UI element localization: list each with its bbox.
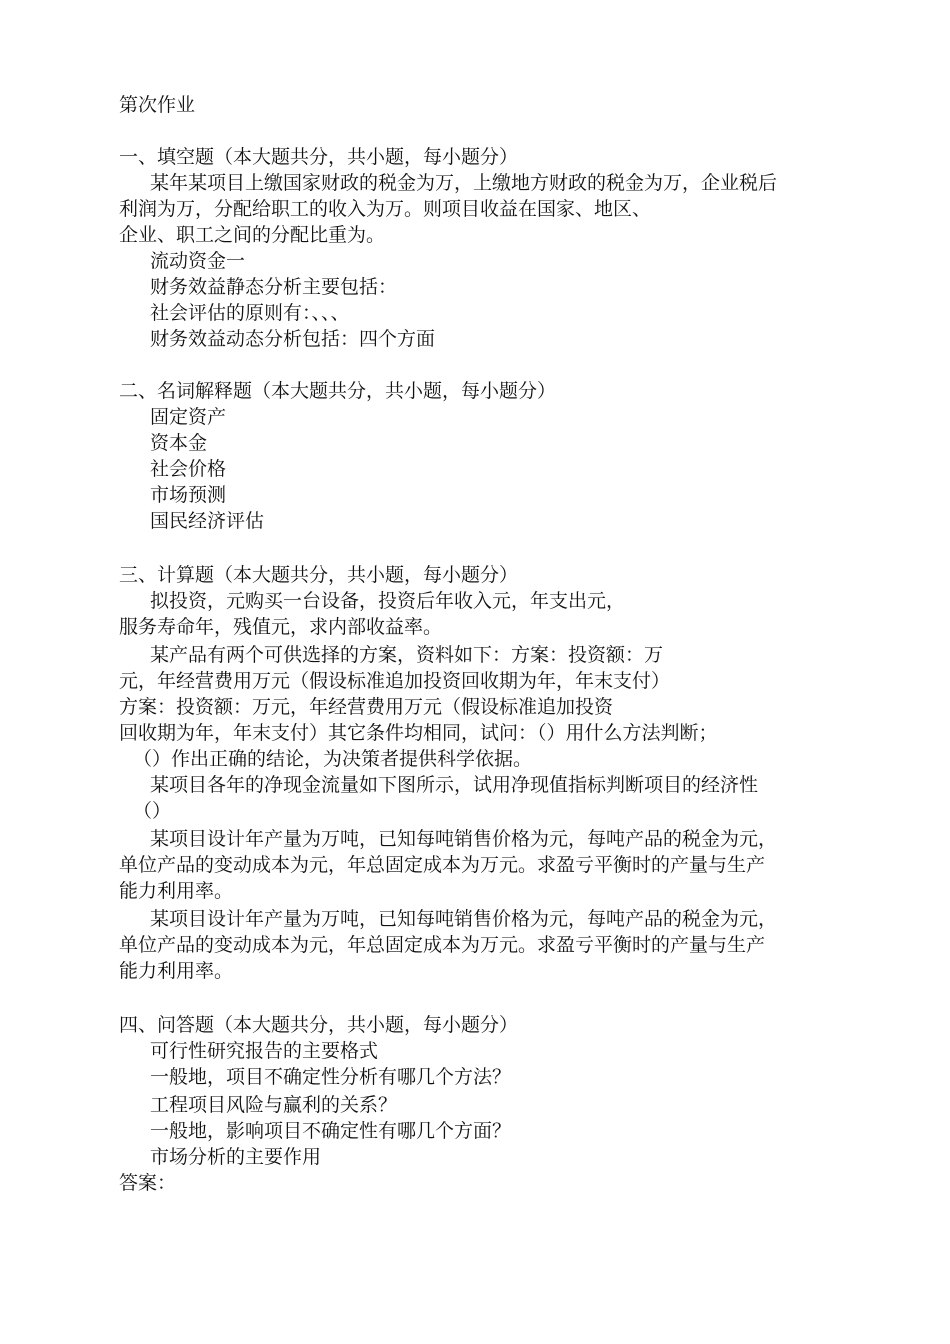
s3-line: 某项目设计年产量为万吨，已知每吨销售价格为元，每吨产品的税金为元， — [150, 828, 778, 850]
s1-line-4: 流动资金一 — [150, 250, 246, 272]
section-3-heading: 三、计算题（本大题共分，共小题，每小题分） — [119, 564, 519, 586]
s3-line: 能力利用率。 — [119, 960, 234, 982]
s1-line-6: 社会评估的原则有：、、、 — [150, 302, 350, 324]
s1-line-7: 财务效益动态分析包括：四个方面 — [150, 328, 436, 350]
s1-line-3: 企业、职工之间的分配比重为。 — [119, 224, 386, 246]
s3-line: 能力利用率。 — [119, 880, 234, 902]
s3-line: 某产品有两个可供选择的方案，资料如下：方案：投资额：万 — [150, 644, 664, 666]
s2-item: 市场预测 — [150, 484, 227, 506]
s4-item: 一般地，影响项目不确定性有哪几个方面？ — [150, 1120, 512, 1142]
s3-line: 单位产品的变动成本为元，年总固定成本为万元。求盈亏平衡时的产量与生产 — [119, 934, 766, 956]
s1-line-2: 利润为万，分配给职工的收入为万。则项目收益在国家、地区、 — [119, 198, 652, 220]
s3-line: 回收期为年，年末支付）其它条件均相同，试问：（）用什么方法判断； — [119, 722, 718, 744]
s4-item: 市场分析的主要作用 — [150, 1146, 322, 1168]
s3-line: 元，年经营费用万元（假设标准追加投资回收期为年，年末支付） — [119, 670, 671, 692]
s3-line: 拟投资，元购买一台设备，投资后年收入元，年支出元， — [150, 590, 626, 612]
section-4-heading: 四、问答题（本大题共分，共小题，每小题分） — [119, 1014, 519, 1036]
s2-item: 国民经济评估 — [150, 510, 265, 532]
section-1-heading: 一、填空题（本大题共分，共小题，每小题分） — [119, 146, 519, 168]
s4-item: 可行性研究报告的主要格式 — [150, 1040, 379, 1062]
document-title: 第次作业 — [119, 94, 196, 116]
s3-line: （） — [133, 800, 172, 822]
section-2-heading: 二、名词解释题（本大题共分，共小题，每小题分） — [119, 380, 557, 402]
s1-line-1: 某年某项目上缴国家财政的税金为万，上缴地方财政的税金为万，企业税后 — [150, 172, 778, 194]
s4-item: 一般地，项目不确定性分析有哪几个方法？ — [150, 1066, 512, 1088]
s3-line: （）作出正确的结论，为决策者提供科学依据。 — [133, 748, 533, 770]
s3-line: 某项目各年的净现金流量如下图所示，试用净现值指标判断项目的经济性 — [150, 774, 759, 796]
s2-item: 资本金 — [150, 432, 208, 454]
s2-item: 固定资产 — [150, 406, 227, 428]
s4-item: 工程项目风险与赢利的关系？ — [150, 1094, 398, 1116]
s3-line: 单位产品的变动成本为元，年总固定成本为万元。求盈亏平衡时的产量与生产 — [119, 854, 766, 876]
s2-item: 社会价格 — [150, 458, 227, 480]
answer-label: 答案： — [119, 1172, 177, 1194]
s3-line: 某项目设计年产量为万吨，已知每吨销售价格为元，每吨产品的税金为元， — [150, 908, 778, 930]
s3-line: 方案：投资额：万元，年经营费用万元（假设标准追加投资 — [119, 696, 614, 718]
s3-line: 服务寿命年，残值元，求内部收益率。 — [119, 616, 443, 638]
s1-line-5: 财务效益静态分析主要包括： — [150, 276, 398, 298]
